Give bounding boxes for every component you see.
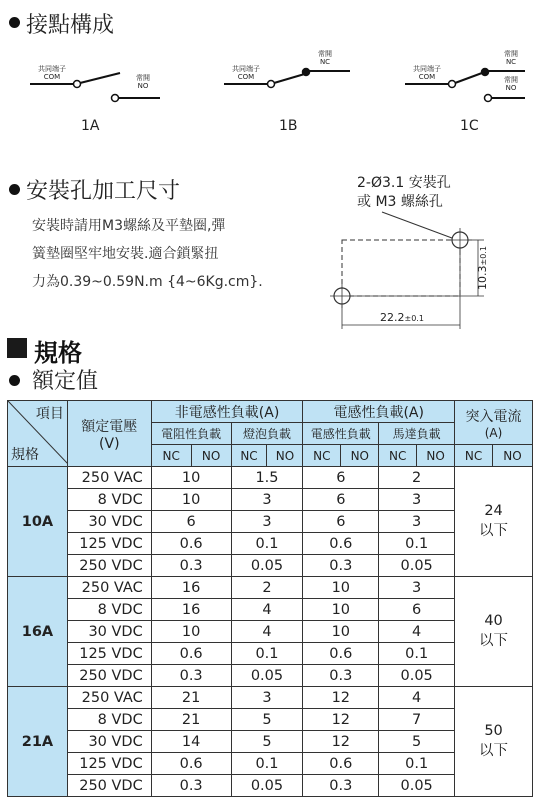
spec-subtitle: 額定值 — [32, 369, 99, 394]
nc-label: 常開 NC — [318, 50, 332, 66]
motor-cell: 4 — [379, 687, 455, 709]
rating-cell: 16A — [8, 577, 68, 687]
inrush-suffix: 以下 — [479, 633, 509, 649]
resistive-cell: 21 — [151, 687, 231, 709]
com-label: 共同端子 COM — [413, 65, 441, 81]
voltage-cell: 250 VAC — [67, 687, 151, 709]
motor-cell: 0.1 — [379, 533, 455, 555]
table-row — [8, 577, 533, 599]
lamp-cell: 0.1 — [231, 643, 303, 665]
inductive-cell: 0.6 — [303, 753, 379, 775]
bullet-icon — [9, 375, 20, 386]
voltage-cell: 250 VDC — [67, 775, 151, 797]
resistive-cell: 16 — [151, 577, 231, 599]
voltage-cell: 125 VDC — [67, 753, 151, 775]
inductive-cell: 12 — [303, 687, 379, 709]
voltage-cell: 250 VDC — [67, 555, 151, 577]
resistive-cell: 6 — [151, 511, 231, 533]
resistive-cell: 21 — [151, 709, 231, 731]
voltage-cell: 30 VDC — [67, 621, 151, 643]
resistive-cell: 0.3 — [151, 665, 231, 687]
resistive-cell: 10 — [151, 621, 231, 643]
hole-note: 2-Ø3.1 安裝孔 或 M3 螺絲孔 — [357, 175, 451, 210]
motor-cell: 2 — [379, 467, 455, 489]
lamp-cell: 0.1 — [231, 753, 303, 775]
table-row — [8, 665, 533, 687]
motor-cell: 0.1 — [379, 643, 455, 665]
inductive-cell: 10 — [303, 599, 379, 621]
voltage-cell: 30 VDC — [67, 731, 151, 753]
inductive-cell: 12 — [303, 709, 379, 731]
contact-1c-symbol — [403, 60, 543, 110]
bullet-icon — [9, 17, 20, 28]
inductive-cell: 0.3 — [303, 665, 379, 687]
inductive-header: 電感性負載(A) — [303, 401, 455, 423]
inductive-cell: 10 — [303, 577, 379, 599]
inrush-value: 50 — [484, 723, 503, 739]
mounting-line-1: 安裝時請用M3螺絲及平墊圈,彈 — [32, 218, 226, 234]
resistive-cell: 0.6 — [151, 533, 231, 555]
spec-table — [7, 400, 533, 797]
inrush-cell — [455, 577, 533, 687]
motor-header: 馬達負載 — [379, 423, 455, 445]
dim-vertical: 10.3±0.1 — [476, 246, 489, 290]
motor-cell: 5 — [379, 731, 455, 753]
inductive-cell: 6 — [303, 511, 379, 533]
table-row — [8, 467, 533, 489]
resistive-cell: 0.3 — [151, 555, 231, 577]
motor-cell: 6 — [379, 599, 455, 621]
motor-cell: 0.05 — [379, 665, 455, 687]
resistive-header: 電阻性負載 — [151, 423, 231, 445]
contact-type-1a: 1A — [81, 118, 100, 134]
table-row — [8, 599, 533, 621]
no-header: NO — [191, 445, 231, 467]
dim-horizontal: 22.2±0.1 — [380, 311, 424, 324]
resistive-cell: 14 — [151, 731, 231, 753]
table-row — [8, 687, 533, 709]
lamp-cell: 0.05 — [231, 555, 303, 577]
mounting-line-2: 簧墊圈堅牢地安裝.適合鎖緊扭 — [32, 246, 219, 262]
no-header: NO — [341, 445, 379, 467]
inrush-value: 40 — [484, 613, 503, 629]
voltage-cell: 8 VDC — [67, 599, 151, 621]
lamp-cell: 3 — [231, 489, 303, 511]
inrush-header: 突入電流 (A) — [455, 401, 533, 445]
lamp-cell: 2 — [231, 577, 303, 599]
inductive-cell: 0.3 — [303, 555, 379, 577]
inductive-cell: 6 — [303, 489, 379, 511]
table-row — [8, 511, 533, 533]
resistive-cell: 0.6 — [151, 753, 231, 775]
table-row — [8, 775, 533, 797]
motor-cell: 3 — [379, 489, 455, 511]
table-row — [8, 643, 533, 665]
lamp-cell: 1.5 — [231, 467, 303, 489]
inductive-cell: 0.3 — [303, 775, 379, 797]
no-label: 常開 NO — [504, 76, 518, 92]
motor-cell: 0.1 — [379, 753, 455, 775]
lamp-header: 燈泡負載 — [231, 423, 303, 445]
table-row — [8, 621, 533, 643]
motor-cell: 3 — [379, 511, 455, 533]
nc-header: NC — [231, 445, 267, 467]
voltage-cell: 8 VDC — [67, 709, 151, 731]
inductive-sub-header: 電感性負載 — [303, 423, 379, 445]
contact-type-1b: 1B — [279, 118, 298, 134]
lamp-cell: 3 — [231, 511, 303, 533]
noninductive-header: 非電感性負載(A) — [151, 401, 303, 423]
rating-cell: 21A — [8, 687, 68, 797]
table-row — [8, 731, 533, 753]
nc-header: NC — [151, 445, 191, 467]
resistive-cell: 0.6 — [151, 643, 231, 665]
lamp-cell: 5 — [231, 709, 303, 731]
table-row — [8, 533, 533, 555]
no-header: NO — [417, 445, 455, 467]
lamp-cell: 0.05 — [231, 775, 303, 797]
lamp-cell: 3 — [231, 687, 303, 709]
lamp-cell: 4 — [231, 599, 303, 621]
inductive-cell: 6 — [303, 467, 379, 489]
motor-cell: 4 — [379, 621, 455, 643]
com-label: 共同端子 COM — [38, 65, 66, 81]
inductive-cell: 12 — [303, 731, 379, 753]
voltage-cell: 250 VAC — [67, 577, 151, 599]
contact-1b-symbol — [222, 60, 362, 110]
mounting-title: 安裝孔加工尺寸 — [26, 179, 181, 204]
nc-header: NC — [303, 445, 341, 467]
voltage-cell: 8 VDC — [67, 489, 151, 511]
inrush-cell — [455, 467, 533, 577]
inrush-value: 24 — [484, 503, 503, 519]
table-row — [8, 709, 533, 731]
inrush-suffix: 以下 — [479, 523, 509, 539]
voltage-cell: 125 VDC — [67, 643, 151, 665]
motor-cell: 0.05 — [379, 555, 455, 577]
no-header: NO — [493, 445, 533, 467]
contact-title: 接點構成 — [26, 13, 115, 38]
resistive-cell: 10 — [151, 467, 231, 489]
voltage-cell: 30 VDC — [67, 511, 151, 533]
lamp-cell: 5 — [231, 731, 303, 753]
voltage-cell: 250 VDC — [67, 665, 151, 687]
mounting-line-3: 力為0.39~0.59N.m {4~6Kg.cm}. — [32, 274, 263, 290]
lamp-cell: 4 — [231, 621, 303, 643]
motor-cell: 7 — [379, 709, 455, 731]
motor-cell: 0.05 — [379, 775, 455, 797]
corner-header: 項目 規格 — [8, 401, 68, 467]
nc-header: NC — [379, 445, 417, 467]
nc-label: 常開 NC — [504, 50, 518, 66]
table-row — [8, 489, 533, 511]
bullet-icon — [9, 184, 20, 195]
lamp-cell: 0.05 — [231, 665, 303, 687]
com-label: 共同端子 COM — [232, 65, 260, 81]
section-square-icon — [7, 338, 27, 358]
inductive-cell: 0.6 — [303, 643, 379, 665]
motor-cell: 3 — [379, 577, 455, 599]
inductive-cell: 10 — [303, 621, 379, 643]
resistive-cell: 10 — [151, 489, 231, 511]
nc-header: NC — [455, 445, 493, 467]
table-row — [8, 555, 533, 577]
voltage-cell: 125 VDC — [67, 533, 151, 555]
rating-cell: 10A — [8, 467, 68, 577]
inrush-suffix: 以下 — [479, 743, 509, 759]
no-label: 常開 NO — [136, 74, 150, 90]
no-header: NO — [267, 445, 303, 467]
table-row — [8, 753, 533, 775]
voltage-header: 額定電壓 (V) — [67, 401, 151, 467]
inductive-cell: 0.6 — [303, 533, 379, 555]
resistive-cell: 16 — [151, 599, 231, 621]
contact-1a-symbol — [28, 60, 168, 110]
voltage-cell: 250 VAC — [67, 467, 151, 489]
inrush-cell — [455, 687, 533, 797]
spec-title: 規格 — [34, 339, 82, 367]
resistive-cell: 0.3 — [151, 775, 231, 797]
contact-type-1c: 1C — [460, 118, 479, 134]
lamp-cell: 0.1 — [231, 533, 303, 555]
